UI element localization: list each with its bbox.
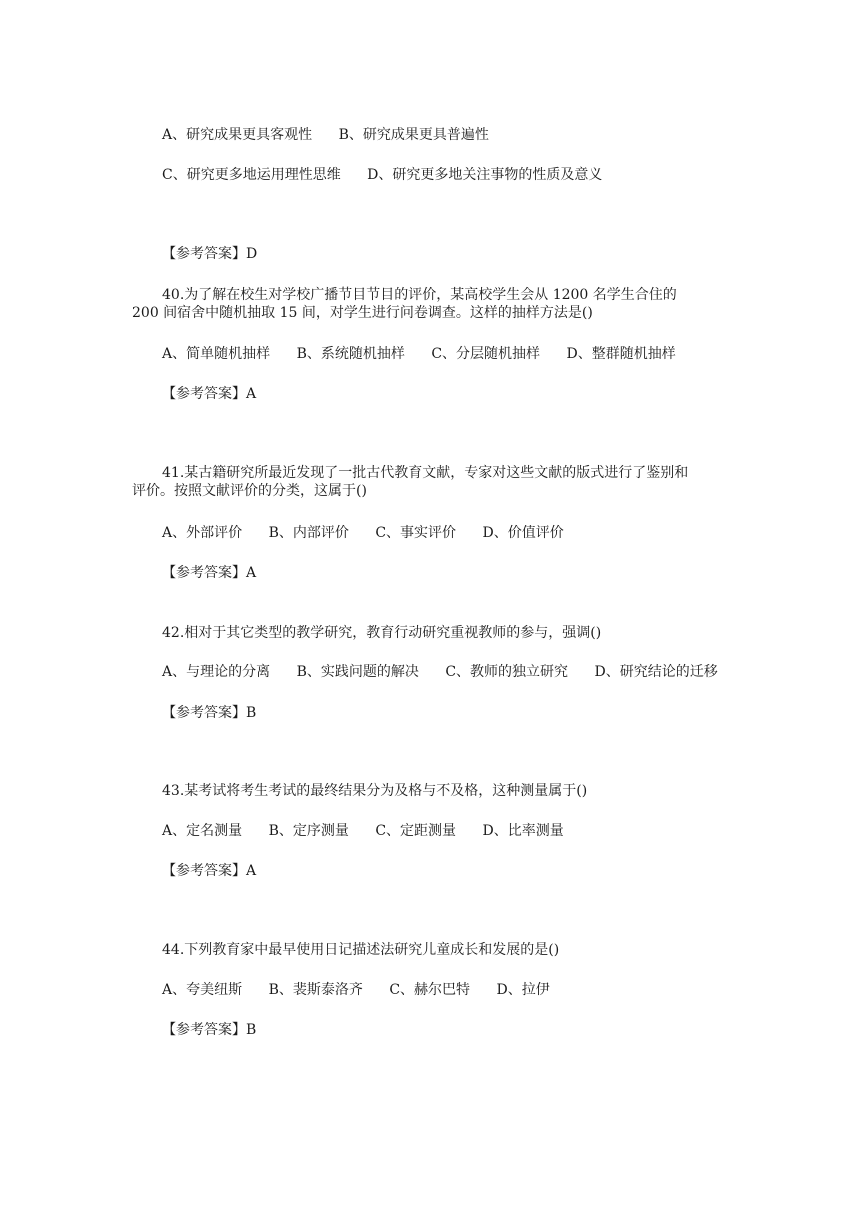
question-41-option-b: B、内部评价	[268, 525, 349, 541]
question-40-stem-line-1: 40.为了解在校生对学校广播节目节目的评价，某高校学生会从 1200 名学生合住的	[162, 287, 677, 303]
prev-options-line-2	[162, 166, 624, 184]
question-40-stem-line-2: 200 间宿舍中随机抽取 15 间，对学生进行问卷调查。这样的抽样方法是()	[132, 305, 593, 321]
question-41-option-d: D、价值评价	[482, 525, 564, 541]
question-41-stem-line-1: 41.某古籍研究所最近发现了一批古代教育文献，专家对这些文献的版式进行了鉴别和	[162, 465, 689, 481]
question-43-option-c: C、定距测量	[375, 823, 457, 839]
question-40-answer: 【参考答案】A	[162, 386, 257, 402]
question-42-option-d: D、研究结论的迁移	[594, 664, 718, 680]
question-44-option-d: D、拉伊	[496, 982, 550, 998]
question-40-option-c: C、分层随机抽样	[431, 346, 541, 362]
question-44-option-b: B、裴斯泰洛齐	[268, 982, 363, 998]
question-44-stem: 44.下列教育家中最早使用日记描述法研究儿童成长和发展的是()	[162, 942, 560, 958]
question-41-stem	[132, 464, 742, 500]
question-41-option-c: C、事实评价	[375, 525, 457, 541]
question-43-answer: 【参考答案】A	[162, 863, 257, 879]
question-42-options	[162, 663, 740, 681]
question-41-answer: 【参考答案】A	[162, 565, 257, 581]
prev-options-line-1	[162, 126, 511, 144]
prev-option-a: A、研究成果更具客观性	[162, 127, 313, 143]
question-42-stem: 42.相对于其它类型的教学研究，教育行动研究重视教师的参与，强调()	[162, 625, 602, 641]
question-42-option-c: C、教师的独立研究	[445, 664, 569, 680]
question-43-stem: 43.某考试将考生考试的最终结果分为及格与不及格，这种测量属于()	[162, 783, 588, 799]
question-41-option-a: A、外部评价	[162, 525, 243, 541]
question-40-option-b: B、系统随机抽样	[296, 346, 405, 362]
question-42-answer: 【参考答案】B	[162, 705, 257, 721]
prev-option-b: B、研究成果更具普遍性	[338, 127, 489, 143]
question-44-option-c: C、赫尔巴特	[389, 982, 471, 998]
question-43-option-d: D、比率测量	[482, 823, 564, 839]
question-40-stem	[132, 286, 742, 322]
question-40-option-a: A、简单随机抽样	[162, 346, 271, 362]
question-44-option-a: A、夸美纽斯	[162, 982, 243, 998]
question-40-options	[162, 345, 698, 363]
prev-option-c: C、研究更多地运用理性思维	[162, 167, 341, 183]
question-43-option-a: A、定名测量	[162, 823, 243, 839]
question-43-option-b: B、定序测量	[268, 823, 349, 839]
question-40-option-d: D、整群随机抽样	[566, 346, 676, 362]
question-41-options	[162, 524, 586, 542]
prev-answer: 【参考答案】D	[162, 246, 258, 262]
question-44-options	[162, 981, 572, 999]
question-41-stem-line-2: 评价。按照文献评价的分类，这属于()	[132, 483, 367, 499]
question-43-options	[162, 822, 586, 840]
question-42-option-b: B、实践问题的解决	[296, 664, 419, 680]
question-42-option-a: A、与理论的分离	[162, 664, 271, 680]
prev-option-d: D、研究更多地关注事物的性质及意义	[367, 167, 603, 183]
question-44-answer: 【参考答案】B	[162, 1022, 257, 1038]
